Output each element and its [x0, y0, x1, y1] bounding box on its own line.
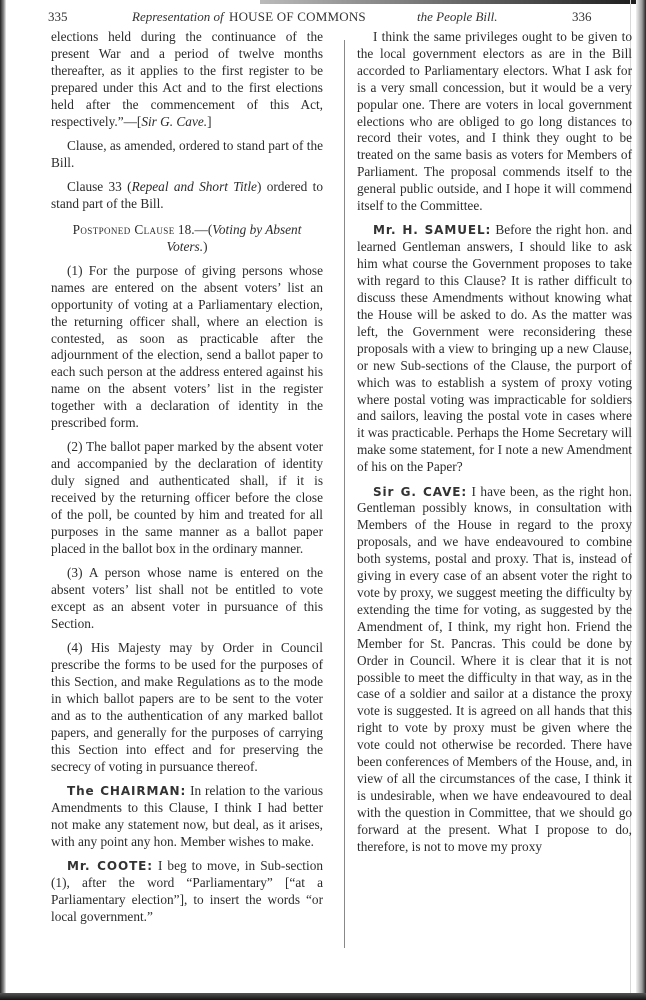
column-divider: [344, 40, 345, 948]
scan-bottom-edge-shadow: [0, 993, 646, 1000]
postponed-clause-heading: [51, 222, 323, 256]
right-column: [357, 29, 632, 863]
subsection-2: (2) The ballot paper marked by the absent voter and accompanied by the declaration of identity duly signed and authenticated shall, if it is received by the returning officer before the close of the poll, be counted by him and treated for all purposes in the same manner as a ballot paper placed in the ballot box in the ordinary manner.: [51, 439, 323, 556]
speaker-name: Sir G. CAVE:: [373, 484, 468, 499]
scan-top-edge-shadow: [260, 0, 646, 4]
clause-33-label: Clause 33 (: [67, 179, 132, 195]
scan-right-edge-shadow: [636, 0, 646, 1000]
running-header: [48, 9, 608, 29]
cave-speech: [357, 484, 632, 856]
clause-33-outcome: ) ordered to stand part of the Bill.: [51, 179, 323, 212]
chairman-speech: [51, 783, 323, 851]
heading-close: ): [203, 238, 208, 254]
speaker-name: Mr. H. SAMUEL:: [373, 223, 492, 238]
bracket-close: ]: [207, 113, 212, 129]
speech-text: In relation to the various Amendments to this Clause, I think I had better not make any statement now, but deal, as it arises, with any point any hon. Member wishes to make.: [51, 783, 323, 849]
amendment-text-continuation: [51, 29, 323, 130]
subsection-1: (1) For the purpose of giving persons whose names are entered on the absent voters’ list an opportunity of voting at a Parliamentary election, the returning officer shall, where an election is contested, as soon as practicable after the adjournment of the election, send a ballot paper to each such person at the address entered against his name on the absent voters’ list in the register together with a declaration of identity in the prescribed form.: [51, 262, 323, 431]
clause-amended-ordered: Clause, as amended, ordered to stand part of the Bill.: [51, 137, 323, 170]
speech-text: I beg to move, in Sub-section (1), after the word “Parliamentary” [“at a Parliamentary election”], to insert the words “or local government.”: [51, 858, 323, 924]
right-running-title: the People Bill.: [417, 9, 498, 24]
speaker-name: The CHAIRMAN:: [67, 784, 187, 799]
subsection-3: (3) A person whose name is entered on the absent voters’ list shall not be entitled to vote except as an absent voter in pursuance of this Section.: [51, 565, 323, 631]
right-page-number: 336: [572, 9, 592, 24]
subsection-4: (4) His Majesty may by Order in Council prescribe the forms to be used for the purposes of this Section, and make Regulations as to the mode in which ballot papers are to be sent to the voter and as to the authentication of any marked ballot papers, and generally for the purposes of carrying this Section into effect and for preserving the secrecy of voting in pursuance thereof.: [51, 640, 323, 774]
left-column: [51, 29, 323, 933]
left-page-number: 335: [48, 9, 68, 24]
coote-speech-continued: I think the same privileges ought to be given to the local government electors as are in the Bill accorded to Parliamentary electors. What I ask for is a very small concession, but it would be a very popular one. There are voters in local government elections who are obliged to go long distances to record their votes, and I think they ought to be treated on the same basis as voters for Members of Parliament. The proposal commends itself to the general public outside, and I hope it will commend itself to the Committee.: [357, 29, 632, 214]
clause-33-ordered: [51, 179, 323, 213]
amendment-text: elections held during the continuance of the present War and a period of twelve months thereafter, as it applies to the first register to be prepared under this Act and to the first elections held after the commencement of this Act, respectively.”—[: [51, 29, 323, 129]
samuel-speech: [357, 222, 632, 476]
left-running-title: Representation of: [132, 9, 224, 24]
speaker-name: Mr. COOTE:: [67, 859, 153, 874]
speech-text: Before the right hon. and learned Gentleman answers, I should like to ask him what course the Government proposes to take with regard to this Clause? It is rather difficult to discuss these Amendments without knowing what the House will be asked to do. As the matter was left, the Government were reconsidering these proposals with a view to bringing up a new Clause, or new Sub-sections of the Clause, the purport of which was to establish a system of proxy voting where postal voting was impracticable for soldiers and sailors, leaving the postal vote in cases where it was practicable. Perhaps the Home Secretary will make some statement, for I note a new Amendment of his on the Paper?: [357, 222, 633, 475]
speech-text: I have been, as the right hon. Gentleman possibly knows, in consultation with Members of the House in regard to the proxy proposals, and we have endeavoured to combine both systems, postal and proxy. That is, instead of giving in every case of an absent voter the right to vote by proxy, we suggest meeting the difficulty by extending the time for voting, as suggested by the Amendment of, I think, my right hon. Friend the Member for St. Pancras. This could be done by Order in Council. Where it is clear that it is not possible to meet the difficulty in that way, as in the case of a soldier and sailor at a distance the proxy vote is suggested. It is agreed on all hands that this right to vote by proxy must be given where the vote could not otherwise be recorded. There have been conferences of Members of the House, and, in view of all the circumstances of the case, I think it is undesirable, when we have endeavoured to deal with the question in Committee, that we should go forward at the present. What I propose to do, therefore, is not to move my proxy: [357, 483, 632, 854]
coote-speech: [51, 858, 323, 926]
amendment-attribution: Sir G. Cave.: [141, 113, 208, 129]
scan-left-binding-edge: [0, 0, 6, 1000]
heading-number: 18.—(: [174, 222, 213, 238]
center-running-title: HOUSE OF COMMONS: [229, 9, 366, 24]
clause-33-title: Repeal and Short Title: [131, 179, 257, 195]
heading-label: Postponed Clause: [72, 222, 175, 238]
heading-title: Voting by Absent Voters.: [166, 222, 302, 254]
